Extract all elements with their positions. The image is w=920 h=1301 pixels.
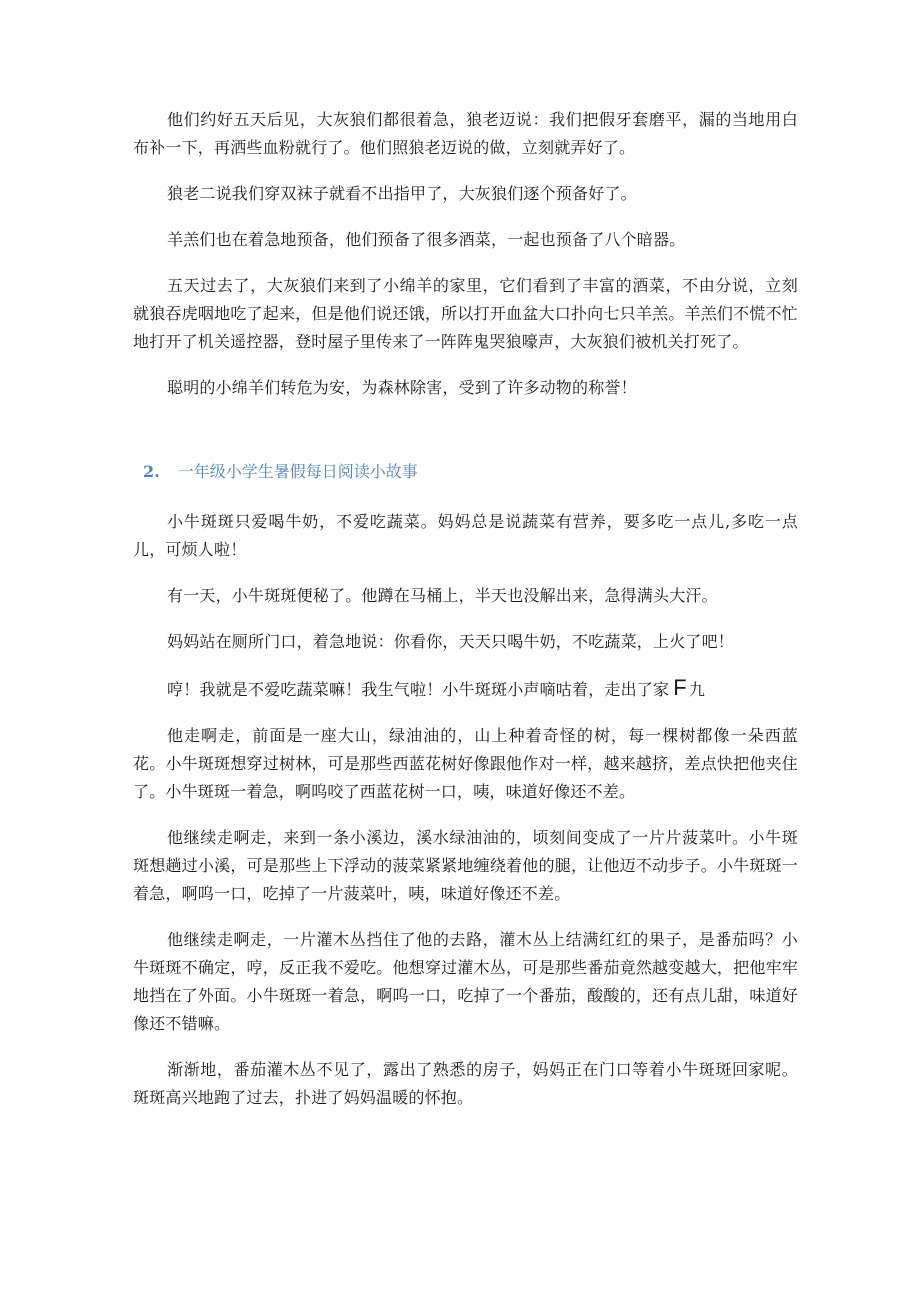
story2-paragraph-5: 他走啊走，前面是一座大山，绿油油的，山上种着奇怪的树，每一棵树都像一朵西蓝花。小牛斑斑想穿过树林，可是那些西蓝花树好像跟他作对一样，越来越挤，差点快把他夹住了。小牛斑斑一着急，啊呜咬了西蓝花树一口，咦，味道好像还不差。 [133, 726, 798, 801]
story2-paragraph-6: 他继续走啊走，来到一条小溪边，溪水绿油油的，顷刻间变成了一片片菠菜叶。小牛斑斑想趟过小溪，可是那些上下浮动的菠菜紧紧地缠绕着他的腿，让他迈不动步子。小牛斑斑一着急，啊呜一口，吃掉了一片菠菜叶，咦，味道好像还不差。 [133, 828, 798, 903]
story2-paragraph-4 [133, 674, 798, 704]
story2-paragraph-8: 渐渐地，番茄灌木丛不见了，露出了熟悉的房子，妈妈正在门口等着小牛斑斑回家呢。斑斑高兴地跑了过去，扑进了妈妈温暖的怀抱。 [133, 1060, 798, 1107]
story1-paragraph-1: 他们约好五天后见，大灰狼们都很着急，狼老迈说：我们把假牙套磨平，漏的当地用白布补一下，再洒些血粉就行了。他们照狼老迈说的做，立刻就弄好了。 [133, 110, 798, 157]
document-page [133, 106, 798, 1130]
story2-paragraph-7: 他继续走啊走，一片灌木丛挡住了他的去路，灌木丛上结满红红的果子，是番茄吗？小牛斑斑不确定，哼，反正我不爱吃。他想穿过灌木丛，可是那些番茄竟然越变越大，把他牢牢地挡在了外面。小牛斑斑一着急，啊呜一口，吃掉了一个番茄，酸酸的，还有点儿甜，味道好像还不错嘛。 [133, 930, 798, 1033]
story2-paragraph-4-text: 哼！我就是不爱吃蔬菜嘛！我生气啦！小牛斑斑小声嘀咕着，走出了家 [167, 680, 670, 699]
section-title: 一年级小学生暑假每日阅读小故事 [177, 462, 418, 481]
section-number: 2. [143, 462, 160, 481]
stray-mark-tail: 九 [688, 680, 706, 699]
story1-paragraph-5: 聪明的小绵羊们转危为安，为森林除害，受到了许多动物的称誉！ [167, 378, 637, 397]
story1-paragraph-3: 羊羔们也在着急地预备，他们预备了很多酒菜，一起也预备了八个暗器。 [167, 230, 686, 249]
stray-mark: F [673, 675, 687, 700]
section-heading [143, 458, 798, 486]
story2-paragraph-2: 有一天，小牛斑斑便秘了。他蹲在马桶上，半天也没解出来，急得满头大汗。 [167, 586, 718, 605]
story2-paragraph-1: 小牛斑斑只爱喝牛奶，不爱吃蔬菜。妈妈总是说蔬菜有营养，要多吃一点儿,多吃一点儿，可烦人啦！ [133, 512, 798, 559]
story1-paragraph-2: 狼老二说我们穿双袜子就看不出指甲了，大灰狼们逐个预备好了。 [167, 184, 637, 203]
story2-paragraph-3: 妈妈站在厕所门口，着急地说：你看你，天天只喝牛奶，不吃蔬菜，上火了吧！ [167, 632, 735, 651]
story1-paragraph-4: 五天过去了，大灰狼们来到了小绵羊的家里，它们看到了丰富的酒菜，不由分说，立刻就狼吞虎咽地吃了起来，但是他们说还饿，所以打开血盆大口扑向七只羊羔。羊羔们不慌不忙地打开了机关遥控器，登时屋子里传来了一阵阵鬼哭狼嚎声，大灰狼们被机关打死了。 [133, 276, 798, 351]
